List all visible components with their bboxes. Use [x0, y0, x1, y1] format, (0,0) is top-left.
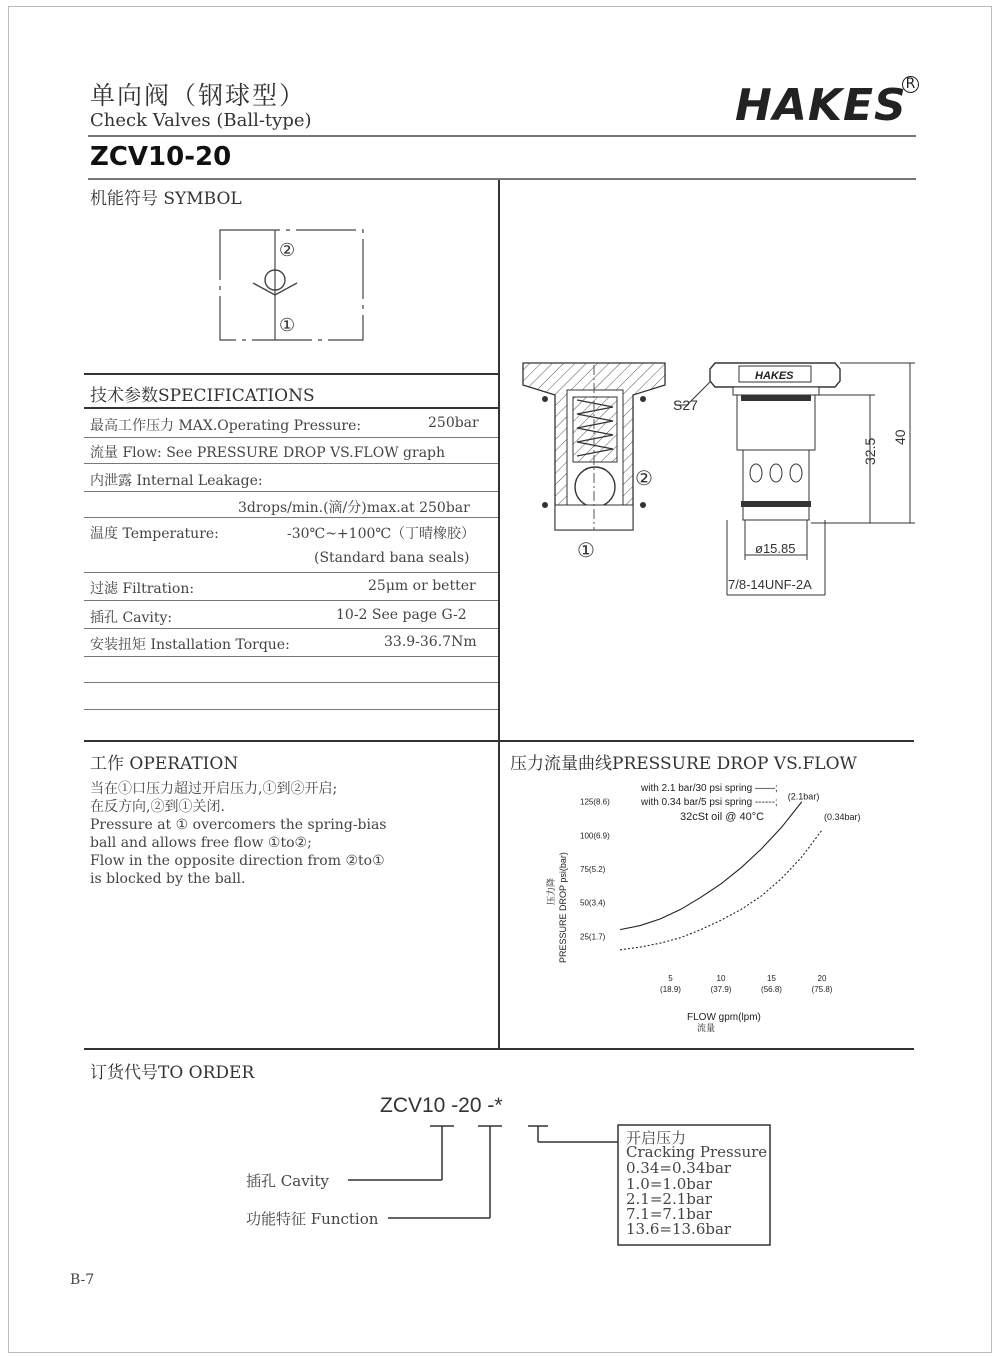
drawing-diameter: ø15.85	[755, 541, 796, 556]
spec-top-rule	[84, 373, 498, 375]
operation-line: Pressure at ① overcomers the spring-bias	[90, 817, 387, 833]
spec-rule	[84, 656, 498, 657]
graph-heading: 压力流量曲线PRESSURE DROP VS.FLOW	[510, 754, 858, 774]
order-heading: 订货代号TO ORDER	[90, 1063, 255, 1083]
drawing-port-2: ②	[635, 468, 653, 490]
chart-xtick-label: 5	[668, 974, 673, 983]
symbol-port-2: ②	[279, 240, 296, 260]
chart-ytick-label: 125(8.6)	[580, 797, 610, 807]
spec-rule	[84, 628, 498, 629]
cracking-option: 2.1=2.1bar	[626, 1190, 712, 1208]
spec-rule	[84, 517, 498, 518]
valve-drawings	[515, 355, 915, 615]
chart-series-label: (2.1bar)	[787, 791, 820, 802]
operation-line: 当在①口压力超过开启压力,①到②开启;	[90, 781, 338, 797]
chart-xtick-sublabel: (75.8)	[811, 985, 833, 994]
spec-rule	[84, 682, 498, 683]
spec-leakage-label: 内泄露 Internal Leakage:	[90, 473, 263, 489]
chart-ytick-label: 100(6.9)	[580, 831, 610, 841]
spec-torque-value: 33.9-36.7Nm	[384, 634, 477, 650]
cracking-option: 13.6=13.6bar	[626, 1220, 732, 1238]
spec-cavity-label: 插孔 Cavity:	[90, 610, 173, 626]
section-view	[523, 363, 665, 562]
spec-seals-value: (Standard bana seals)	[314, 550, 470, 566]
lower-rule	[84, 1048, 914, 1050]
drawing-hex-size: S27	[673, 397, 698, 413]
chart-ytick-label: 50(3.4)	[580, 898, 606, 908]
operation-line: is blocked by the ball.	[90, 871, 246, 887]
brand-logo: HAKES	[735, 80, 907, 131]
spec-rule	[84, 600, 498, 601]
cracking-option: 1.0=1.0bar	[626, 1175, 712, 1193]
chart-xtick-sublabel: (37.9)	[710, 985, 732, 994]
mid-rule	[84, 740, 914, 742]
page-number: B-7	[70, 1272, 95, 1288]
title-english: Check Valves (Ball-type)	[90, 110, 312, 131]
header-rule	[88, 135, 916, 137]
chart-xtick-label: 10	[716, 974, 726, 983]
operation-line: ball and allows free flow ①to②;	[90, 835, 312, 851]
cracking-option: 7.1=7.1bar	[626, 1205, 712, 1223]
spec-pressure-label: 最高工作压力 MAX.Operating Pressure:	[90, 418, 362, 434]
chart-xtick-sublabel: (18.9)	[660, 985, 681, 994]
pressure-flow-chart	[510, 775, 910, 1040]
spec-pressure-value: 250bar	[428, 415, 479, 431]
cracking-title-en: Cracking Pressure	[626, 1143, 768, 1161]
order-code: ZCV10 -20 -*	[380, 1094, 503, 1117]
spec-rule	[84, 709, 498, 710]
chart-xtick-label: 20	[817, 974, 827, 983]
cracking-option: 0.34=0.34bar	[626, 1159, 732, 1177]
spec-torque-label: 安装扭矩 Installation Torque:	[90, 637, 290, 653]
spec-rule	[84, 572, 498, 573]
chart-series-line	[620, 830, 822, 950]
spec-filtration-label: 过滤 Filtration:	[90, 581, 195, 597]
chart-ytick-label: 75(5.2)	[580, 865, 606, 875]
outline-view	[673, 363, 915, 595]
spec-rule	[84, 437, 498, 438]
spec-leakage-value: 3drops/min.(滴/分)max.at 250bar	[238, 500, 470, 516]
chart-legend-3: 32cSt oil @ 40°C	[680, 811, 765, 823]
spec-temperature-label: 温度 Temperature:	[90, 526, 219, 542]
operation-line: 在反方向,②到①关闭.	[90, 799, 225, 815]
check-valve-symbol	[215, 225, 370, 345]
registered-mark: R	[902, 76, 919, 93]
specs-heading: 技术参数SPECIFICATIONS	[90, 386, 315, 406]
spec-head-rule	[84, 407, 498, 409]
chart-ylabel-cn: 压力降	[546, 877, 556, 905]
spec-cavity-value: 10-2 See page G-2	[336, 607, 467, 623]
title-chinese: 单向阀（钢球型）	[90, 81, 307, 110]
chart-ytick-label: 25(1.7)	[580, 932, 606, 942]
order-cavity-label: 插孔 Cavity	[246, 1172, 329, 1190]
chart-xtick-sublabel: (56.8)	[761, 985, 782, 994]
chart-xlabel: FLOW gpm(lpm)	[687, 1012, 761, 1023]
center-divider	[498, 180, 500, 1050]
chart-ylabel: PRESSURE DROP psi(bar)	[558, 852, 568, 963]
order-function-label: 功能特征 Function	[246, 1210, 379, 1228]
spec-rule	[84, 491, 498, 492]
chart-xlabel-cn: 流量	[697, 1023, 716, 1033]
spec-rule	[84, 463, 498, 464]
chart-series-label: (0.34bar)	[824, 812, 861, 822]
model-rule	[88, 178, 916, 180]
spec-filtration-value: 25μm or better	[368, 578, 476, 594]
drawing-dim-32-5: 32.5	[862, 437, 878, 465]
cracking-title-cn: 开启压力	[626, 1129, 687, 1147]
symbol-heading: 机能符号 SYMBOL	[90, 189, 242, 209]
model-number: ZCV10-20	[90, 142, 232, 172]
symbol-port-1: ①	[279, 315, 296, 335]
drawing-thread: 7/8-14UNF-2A	[728, 577, 812, 592]
spec-temperature-value: -30℃~+100℃（丁晴橡胶）	[287, 526, 476, 542]
operation-heading: 工作 OPERATION	[90, 754, 239, 774]
chart-legend-2: with 0.34 bar/5 psi spring ------;	[641, 797, 778, 808]
drawing-dim-40: 40	[892, 429, 908, 445]
chart-legend-1: with 2.1 bar/30 psi spring ——;	[641, 783, 778, 794]
spec-flow-label: 流量 Flow: See PRESSURE DROP VS.FLOW graph	[90, 445, 446, 461]
operation-line: Flow in the opposite direction from ②to①	[90, 853, 385, 869]
chart-xtick-label: 15	[767, 974, 776, 983]
drawing-port-1: ①	[577, 540, 595, 562]
drawing-logo: HAKES	[755, 370, 794, 382]
